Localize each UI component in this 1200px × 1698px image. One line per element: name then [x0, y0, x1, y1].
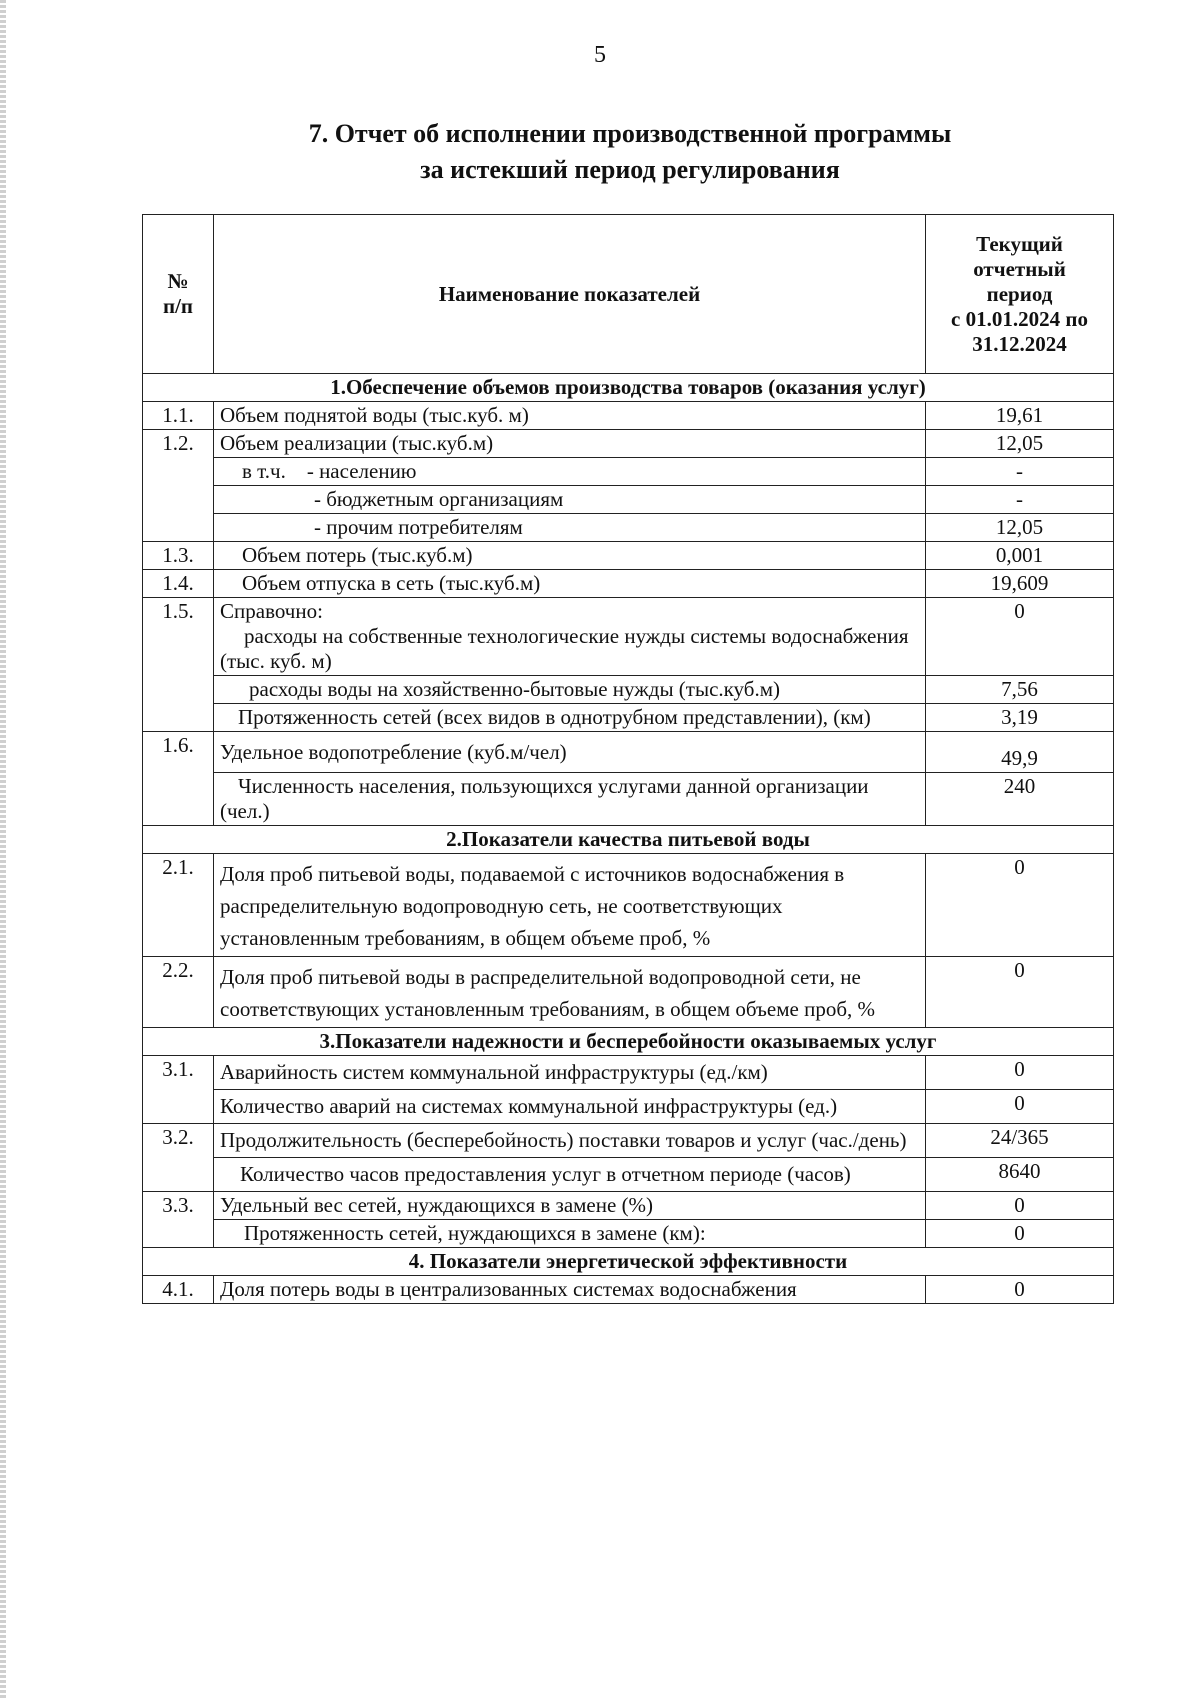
table-row: 1.6. Удельное водопотребление (куб.м/чел) 49,9	[143, 732, 1114, 773]
table-row: Количество аварий на системах коммунальной инфраструктуры (ед.) 0	[143, 1090, 1114, 1124]
table-row: 2.1. Доля проб питьевой воды, подаваемой с источников водоснабжения в распределительную водопроводную сеть, не соответствующих установленным требованиям, в общем объеме проб, % 0	[143, 854, 1114, 957]
table-row: 1.4. Объем отпуска в сеть (тыс.куб.м) 19,609	[143, 570, 1114, 598]
table-row: Протяженность сетей, нуждающихся в замене (км): 0	[143, 1220, 1114, 1248]
header-num: № п/п	[143, 215, 214, 374]
page-number: 5	[594, 42, 606, 68]
section-title-1: 1.Обеспечение объемов производства товаров (оказания услуг)	[143, 374, 1114, 402]
section-row	[143, 826, 1114, 854]
section-row	[143, 1248, 1114, 1276]
table-row: 3.2. Продолжительность (бесперебойность) поставки товаров и услуг (час./день) 24/365	[143, 1124, 1114, 1158]
title-line-1: 7. Отчет об исполнении производственной программы	[308, 119, 952, 148]
section-row	[143, 374, 1114, 402]
table-row: 4.1. Доля потерь воды в централизованных системах водоснабжения 0	[143, 1276, 1114, 1304]
table-row: Количество часов предоставления услуг в отчетном периоде (часов) 8640	[143, 1158, 1114, 1192]
table-row: расходы воды на хозяйственно-бытовые нужды (тыс.куб.м) 7,56	[143, 676, 1114, 704]
scan-edge	[0, 0, 6, 1698]
section-row	[143, 1028, 1114, 1056]
table-row: Протяженность сетей (всех видов в однотрубном представлении), (км) 3,19	[143, 704, 1114, 732]
table-row: 1.2. Объем реализации (тыс.куб.м) 12,05	[143, 430, 1114, 458]
table-row: Численность населения, пользующихся услугами данной организации (чел.) 240	[143, 773, 1114, 826]
section-title-4: 4. Показатели энергетической эффективности	[143, 1248, 1114, 1276]
title-line-2: за истекший период регулирования	[420, 155, 840, 184]
table-row: 1.5. Справочно: расходы на собственные технологические нужды системы водоснабжения (тыс. куб. м) 0	[143, 598, 1114, 676]
report-table	[142, 214, 1114, 1304]
table-row: в т.ч. - населению -	[143, 458, 1114, 486]
table-row: 3.3. Удельный вес сетей, нуждающихся в замене (%) 0	[143, 1192, 1114, 1220]
section-title-3: 3.Показатели надежности и бесперебойности оказываемых услуг	[143, 1028, 1114, 1056]
table-row: 3.1. Аварийность систем коммунальной инфраструктуры (ед./км) 0	[143, 1056, 1114, 1090]
table-row: - прочим потребителям 12,05	[143, 514, 1114, 542]
table-row: 2.2. Доля проб питьевой воды в распределительной водопроводной сети, не соответствующих установленным требованиям, в общем объеме проб, % 0	[143, 957, 1114, 1028]
section-title-2: 2.Показатели качества питьевой воды	[143, 826, 1114, 854]
document-title	[0, 116, 1200, 188]
table-row: - бюджетным организациям -	[143, 486, 1114, 514]
table-row: 1.1. Объем поднятой воды (тыс.куб. м) 19,61	[143, 402, 1114, 430]
table-row: 1.3. Объем потерь (тыс.куб.м) 0,001	[143, 542, 1114, 570]
header-period: Текущий отчетный период с 01.01.2024 по 31.12.2024	[926, 215, 1114, 374]
header-name: Наименование показателей	[214, 215, 926, 374]
table-header-row	[143, 215, 1114, 374]
